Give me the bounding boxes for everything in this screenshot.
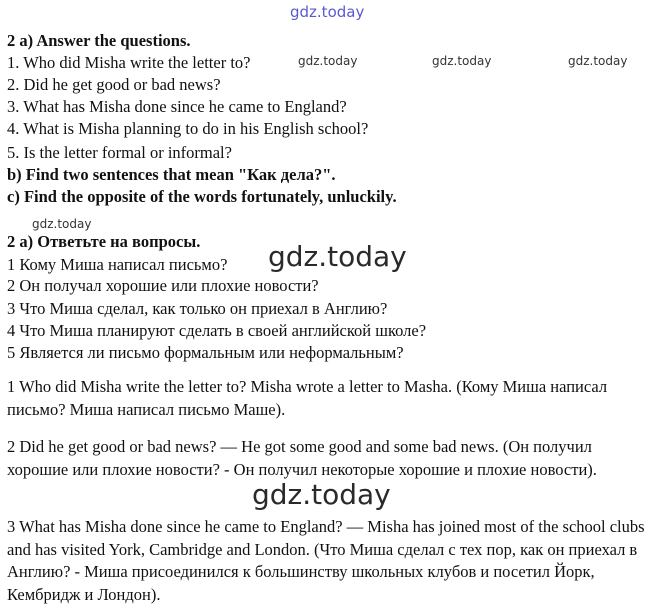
english-question-4: 4. What is Misha planning to do in his English school? — [7, 119, 369, 138]
russian-question-5: 5 Является ли письмо формальным или неформальным? — [7, 343, 404, 362]
answer-3: 3 What has Misha done since he came to England? — Misha has joined most of the school clubs and has visited York, Cambridge and London. (Что Миша сделал с тех пор, как он приехал в Англию? - Миша присоединился к большинству школьных клубов и посетил Йорк, Кембридж и Лондон). — [7, 517, 645, 604]
russian-heading: 2 а) Ответьте на вопросы. — [7, 232, 201, 251]
watermark-small-3: gdz.today — [568, 54, 628, 68]
english-question-1: 1. Who did Misha write the letter to? — [7, 53, 251, 72]
russian-question-4: 4 Что Миша планируют сделать в своей английской школе? — [7, 321, 427, 340]
watermark-small-4: gdz.today — [32, 217, 92, 231]
watermark-small-2: gdz.today — [432, 54, 492, 68]
english-heading: 2 a) Answer the questions. — [7, 31, 191, 50]
english-question-5: 5. Is the letter formal or informal? — [7, 143, 232, 162]
english-question-2: 2. Did he get good or bad news? — [7, 75, 221, 94]
russian-question-3: 3 Что Миша сделал, как только он приехал в Англию? — [7, 299, 388, 318]
answer-1: 1 Who did Misha write the letter to? Misha wrote a letter to Masha. (Кому Миша написал письмо? Миша написал письмо Маше). — [7, 377, 608, 419]
watermark-big-1: gdz.today — [268, 240, 407, 273]
english-question-3: 3. What has Misha done since he came to England? — [7, 97, 347, 116]
watermark-small-1: gdz.today — [298, 54, 358, 68]
watermark-top: gdz.today — [290, 3, 365, 21]
watermark-big-2: gdz.today — [252, 478, 391, 511]
english-task-b: b) Find two sentences that mean "Как дела?". — [7, 165, 336, 184]
russian-question-2: 2 Он получал хорошие или плохие новости? — [7, 276, 319, 295]
english-task-c: c) Find the opposite of the words fortunately, unluckily. — [7, 187, 397, 206]
russian-question-1: 1 Кому Миша написал письмо? — [7, 255, 228, 274]
answer-2: 2 Did he get good or bad news? — He got some good and some bad news. (Он получил хорошие или плохие новости? - Он получил некоторые хорошие и плохие новости). — [7, 437, 597, 479]
